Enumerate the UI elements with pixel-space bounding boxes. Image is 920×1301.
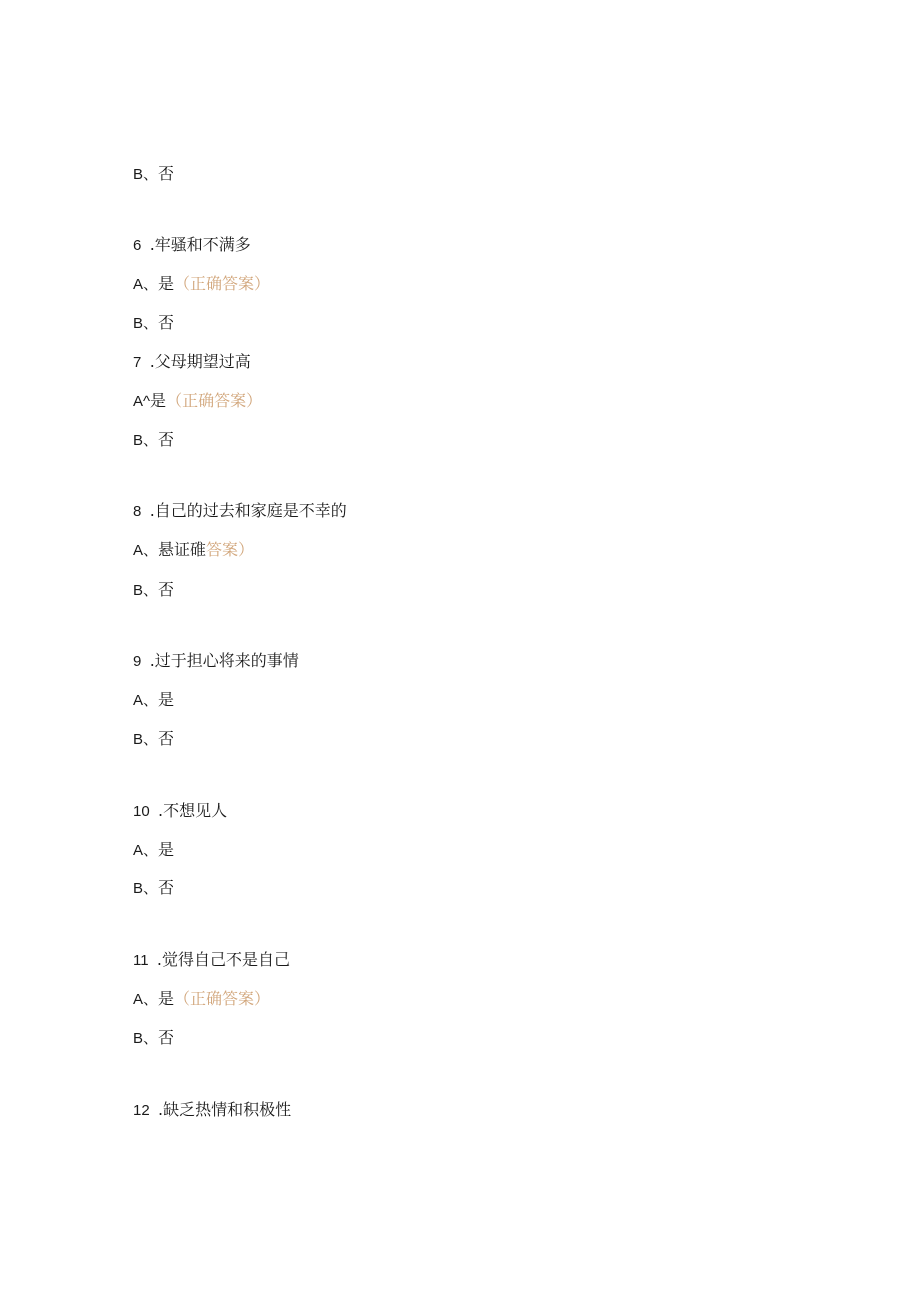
option-b-q5	[133, 163, 174, 185]
option-label: B、	[133, 880, 159, 897]
option-b-q8	[133, 579, 174, 601]
question-number: 11	[133, 952, 157, 969]
question-text: .父母期望过高	[149, 352, 251, 371]
question-text: .不想见人	[158, 801, 228, 820]
option-label: B、	[133, 582, 159, 599]
option-a-q10	[133, 839, 174, 861]
option-a-q9	[133, 689, 174, 711]
question-text: .过于担心将来的事情	[149, 651, 299, 670]
option-text: 是	[150, 391, 167, 410]
option-label: B、	[133, 1030, 159, 1047]
question-text: .牢骚和不满多	[149, 235, 251, 254]
option-label: B、	[133, 432, 159, 449]
option-label: A、	[133, 276, 159, 293]
option-label: A^	[133, 393, 151, 410]
question-10	[133, 800, 227, 822]
question-6	[133, 234, 251, 256]
question-text: .缺乏热情和积极性	[158, 1100, 292, 1119]
option-label: A、	[133, 692, 159, 709]
option-text: 悬证碓	[158, 540, 207, 559]
option-text: 是	[158, 274, 175, 293]
option-label: B、	[133, 731, 159, 748]
option-text: 否	[158, 878, 175, 897]
correct-answer-mark: （正确答案）	[174, 989, 271, 1008]
question-number: 9	[133, 653, 150, 670]
question-12	[133, 1099, 291, 1121]
question-number: 8	[133, 503, 150, 520]
option-text: 是	[158, 840, 175, 859]
question-9	[133, 650, 299, 672]
question-number: 6	[133, 237, 150, 254]
option-a-q8	[133, 539, 254, 561]
option-label: A、	[133, 542, 159, 559]
option-b-q11	[133, 1027, 174, 1049]
question-text: .自己的过去和家庭是不幸的	[149, 501, 347, 520]
option-b-q9	[133, 728, 174, 750]
option-text: 是	[158, 690, 175, 709]
question-number: 7	[133, 354, 150, 371]
option-text: 否	[158, 164, 175, 183]
correct-answer-mark: （正确答案）	[174, 274, 271, 293]
option-b-q10	[133, 877, 174, 899]
question-8	[133, 500, 347, 522]
option-text: 否	[158, 729, 175, 748]
option-text: 否	[158, 313, 175, 332]
question-11	[133, 949, 290, 971]
option-text: 是	[158, 989, 175, 1008]
option-a-q6	[133, 273, 270, 295]
option-a-q11	[133, 988, 270, 1010]
question-text: .觉得自己不是自己	[156, 950, 290, 969]
option-label: B、	[133, 166, 159, 183]
option-b-q6	[133, 312, 174, 334]
option-text: 否	[158, 1028, 175, 1047]
option-b-q7	[133, 429, 174, 451]
question-7	[133, 351, 251, 373]
correct-answer-mark: （正确答案）	[166, 391, 263, 410]
option-text: 否	[158, 430, 175, 449]
option-label: A、	[133, 842, 159, 859]
option-a-q7	[133, 390, 262, 412]
option-text: 否	[158, 580, 175, 599]
option-label: B、	[133, 315, 159, 332]
question-number: 12	[133, 1102, 159, 1119]
correct-answer-mark: 答案）	[206, 540, 255, 559]
option-label: A、	[133, 991, 159, 1008]
question-number: 10	[133, 803, 159, 820]
